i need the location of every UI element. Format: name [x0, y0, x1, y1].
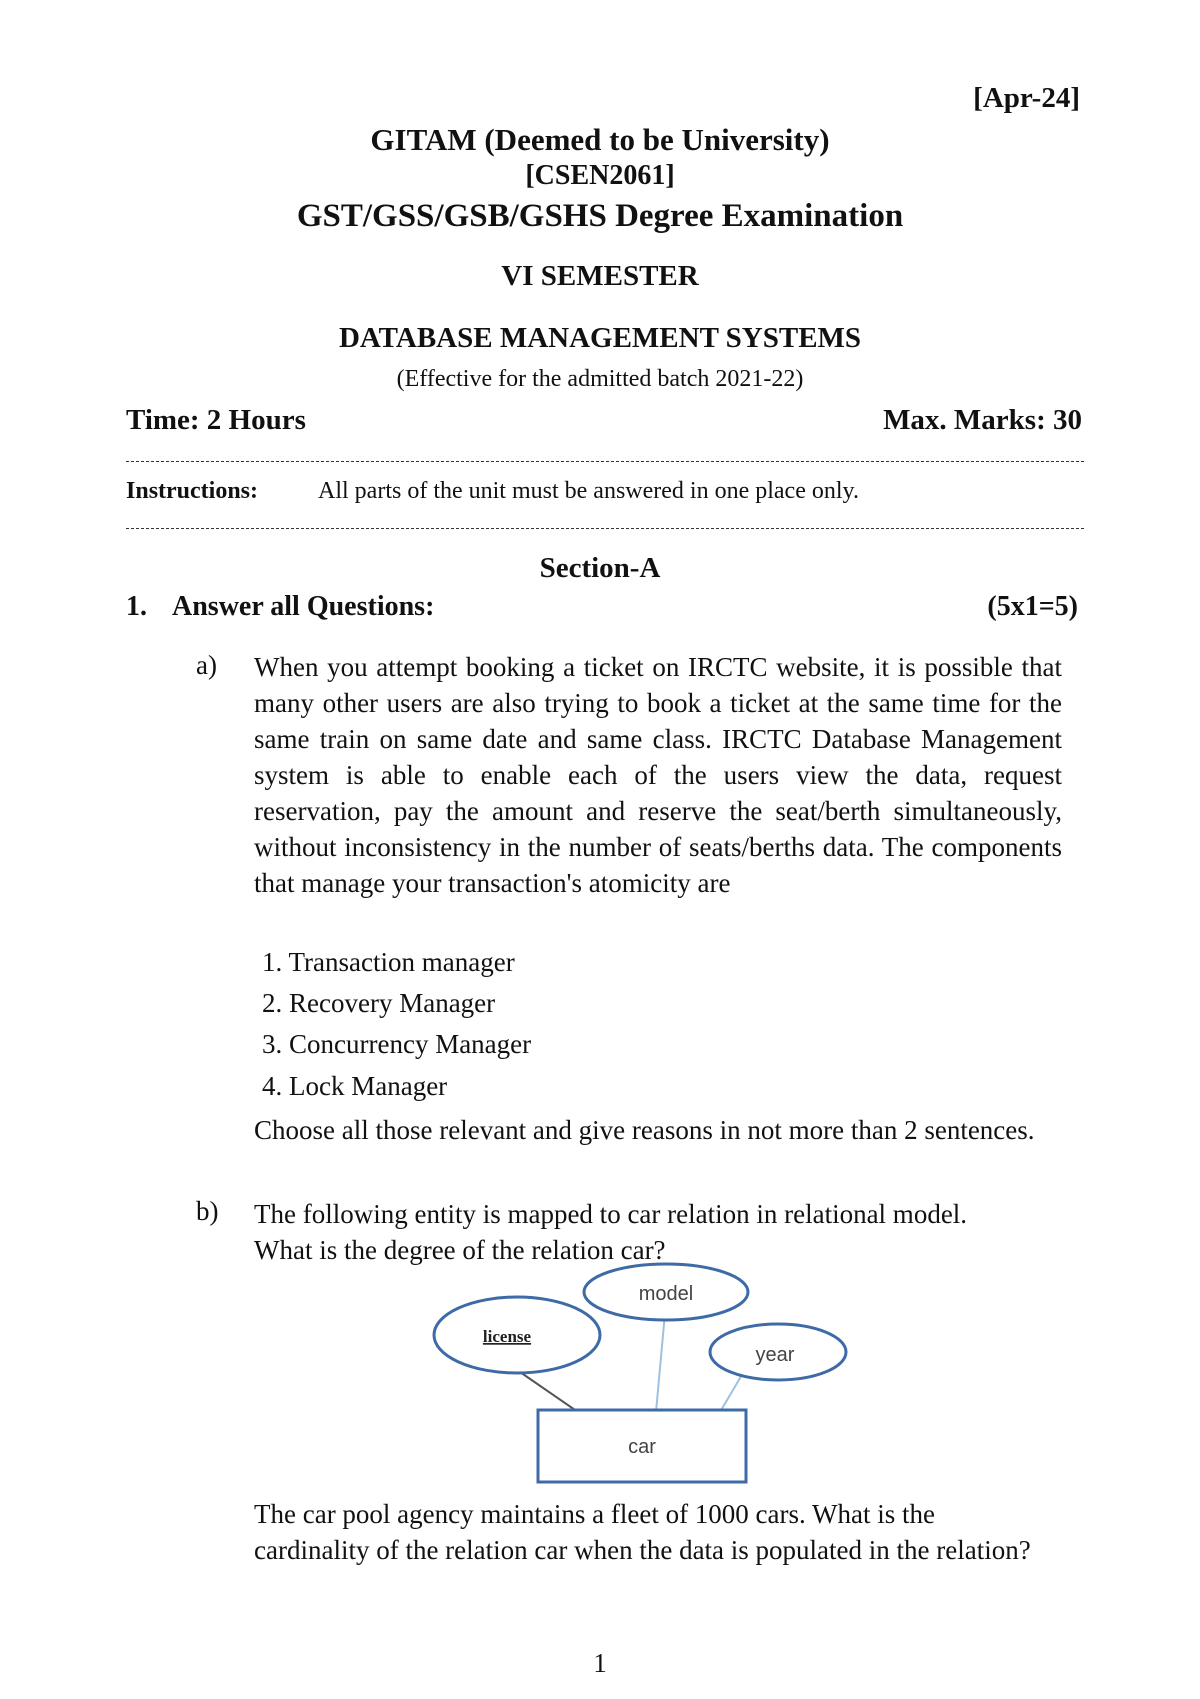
question-b-label: b): [196, 1196, 219, 1226]
question-marks: (5x1=5): [987, 591, 1078, 622]
exam-time: Time: 2 Hours: [126, 404, 306, 436]
question-number: 1.: [126, 591, 147, 622]
exam-title: GST/GSS/GSB/GSHS Degree Examination: [296, 198, 904, 234]
question-title: Answer all Questions:: [172, 591, 435, 622]
license-label: license: [482, 1327, 532, 1346]
question-a-instruction: Choose all those relevant and give reasons in not more than 2 sentences.: [254, 1115, 1035, 1145]
model-label: model: [638, 1283, 694, 1305]
option-4: 4. Lock Manager: [262, 1071, 448, 1101]
divider-top: [126, 461, 1084, 462]
effective-note: (Effective for the admitted batch 2021-22): [396, 366, 804, 392]
section-title: Section-A: [539, 552, 661, 584]
instructions-text: All parts of the unit must be answered in one place only.: [318, 478, 859, 504]
university-name: GITAM (Deemed to be University): [370, 122, 830, 157]
year-label: year: [755, 1344, 795, 1366]
question-b-followup: The car pool agency maintains a fleet of 1000 cars. What is the cardinality of the relation car when the data is populated in the relation?: [254, 1499, 1031, 1565]
car-label: car: [628, 1436, 656, 1458]
max-marks: Max. Marks: 30: [883, 404, 1082, 436]
er-diagram: [430, 1262, 880, 1487]
question-a-text: When you attempt booking a ticket on IRCTC website, it is possible that many other users are also trying to book a ticket at the same time for the same train on same date and same class. IRCTC Database Management system is able to enable each of the users view the data, request reservation, pay the amount and reserve the seat/berth simultaneously, without inconsistency in the number of seats/berths data. The components that manage your transaction's atomicity are: [254, 652, 1062, 898]
subject-title: DATABASE MANAGEMENT SYSTEMS: [338, 322, 862, 354]
option-2: 2. Recovery Manager: [262, 988, 496, 1018]
semester: VI SEMESTER: [501, 260, 699, 292]
option-3: 3. Concurrency Manager: [262, 1029, 532, 1059]
page-number: 1: [593, 1648, 607, 1678]
instructions-label: Instructions:: [126, 478, 259, 504]
question-b-text: The following entity is mapped to car relation in relational model. What is the degree of the relation car?: [254, 1199, 968, 1265]
course-code: [CSEN2061]: [525, 160, 675, 191]
option-1: 1. Transaction manager: [262, 947, 515, 977]
divider-bottom: [126, 528, 1084, 529]
date-code: [Apr-24]: [973, 82, 1080, 114]
license-connector: [520, 1372, 578, 1412]
question-a-label: a): [196, 650, 217, 680]
